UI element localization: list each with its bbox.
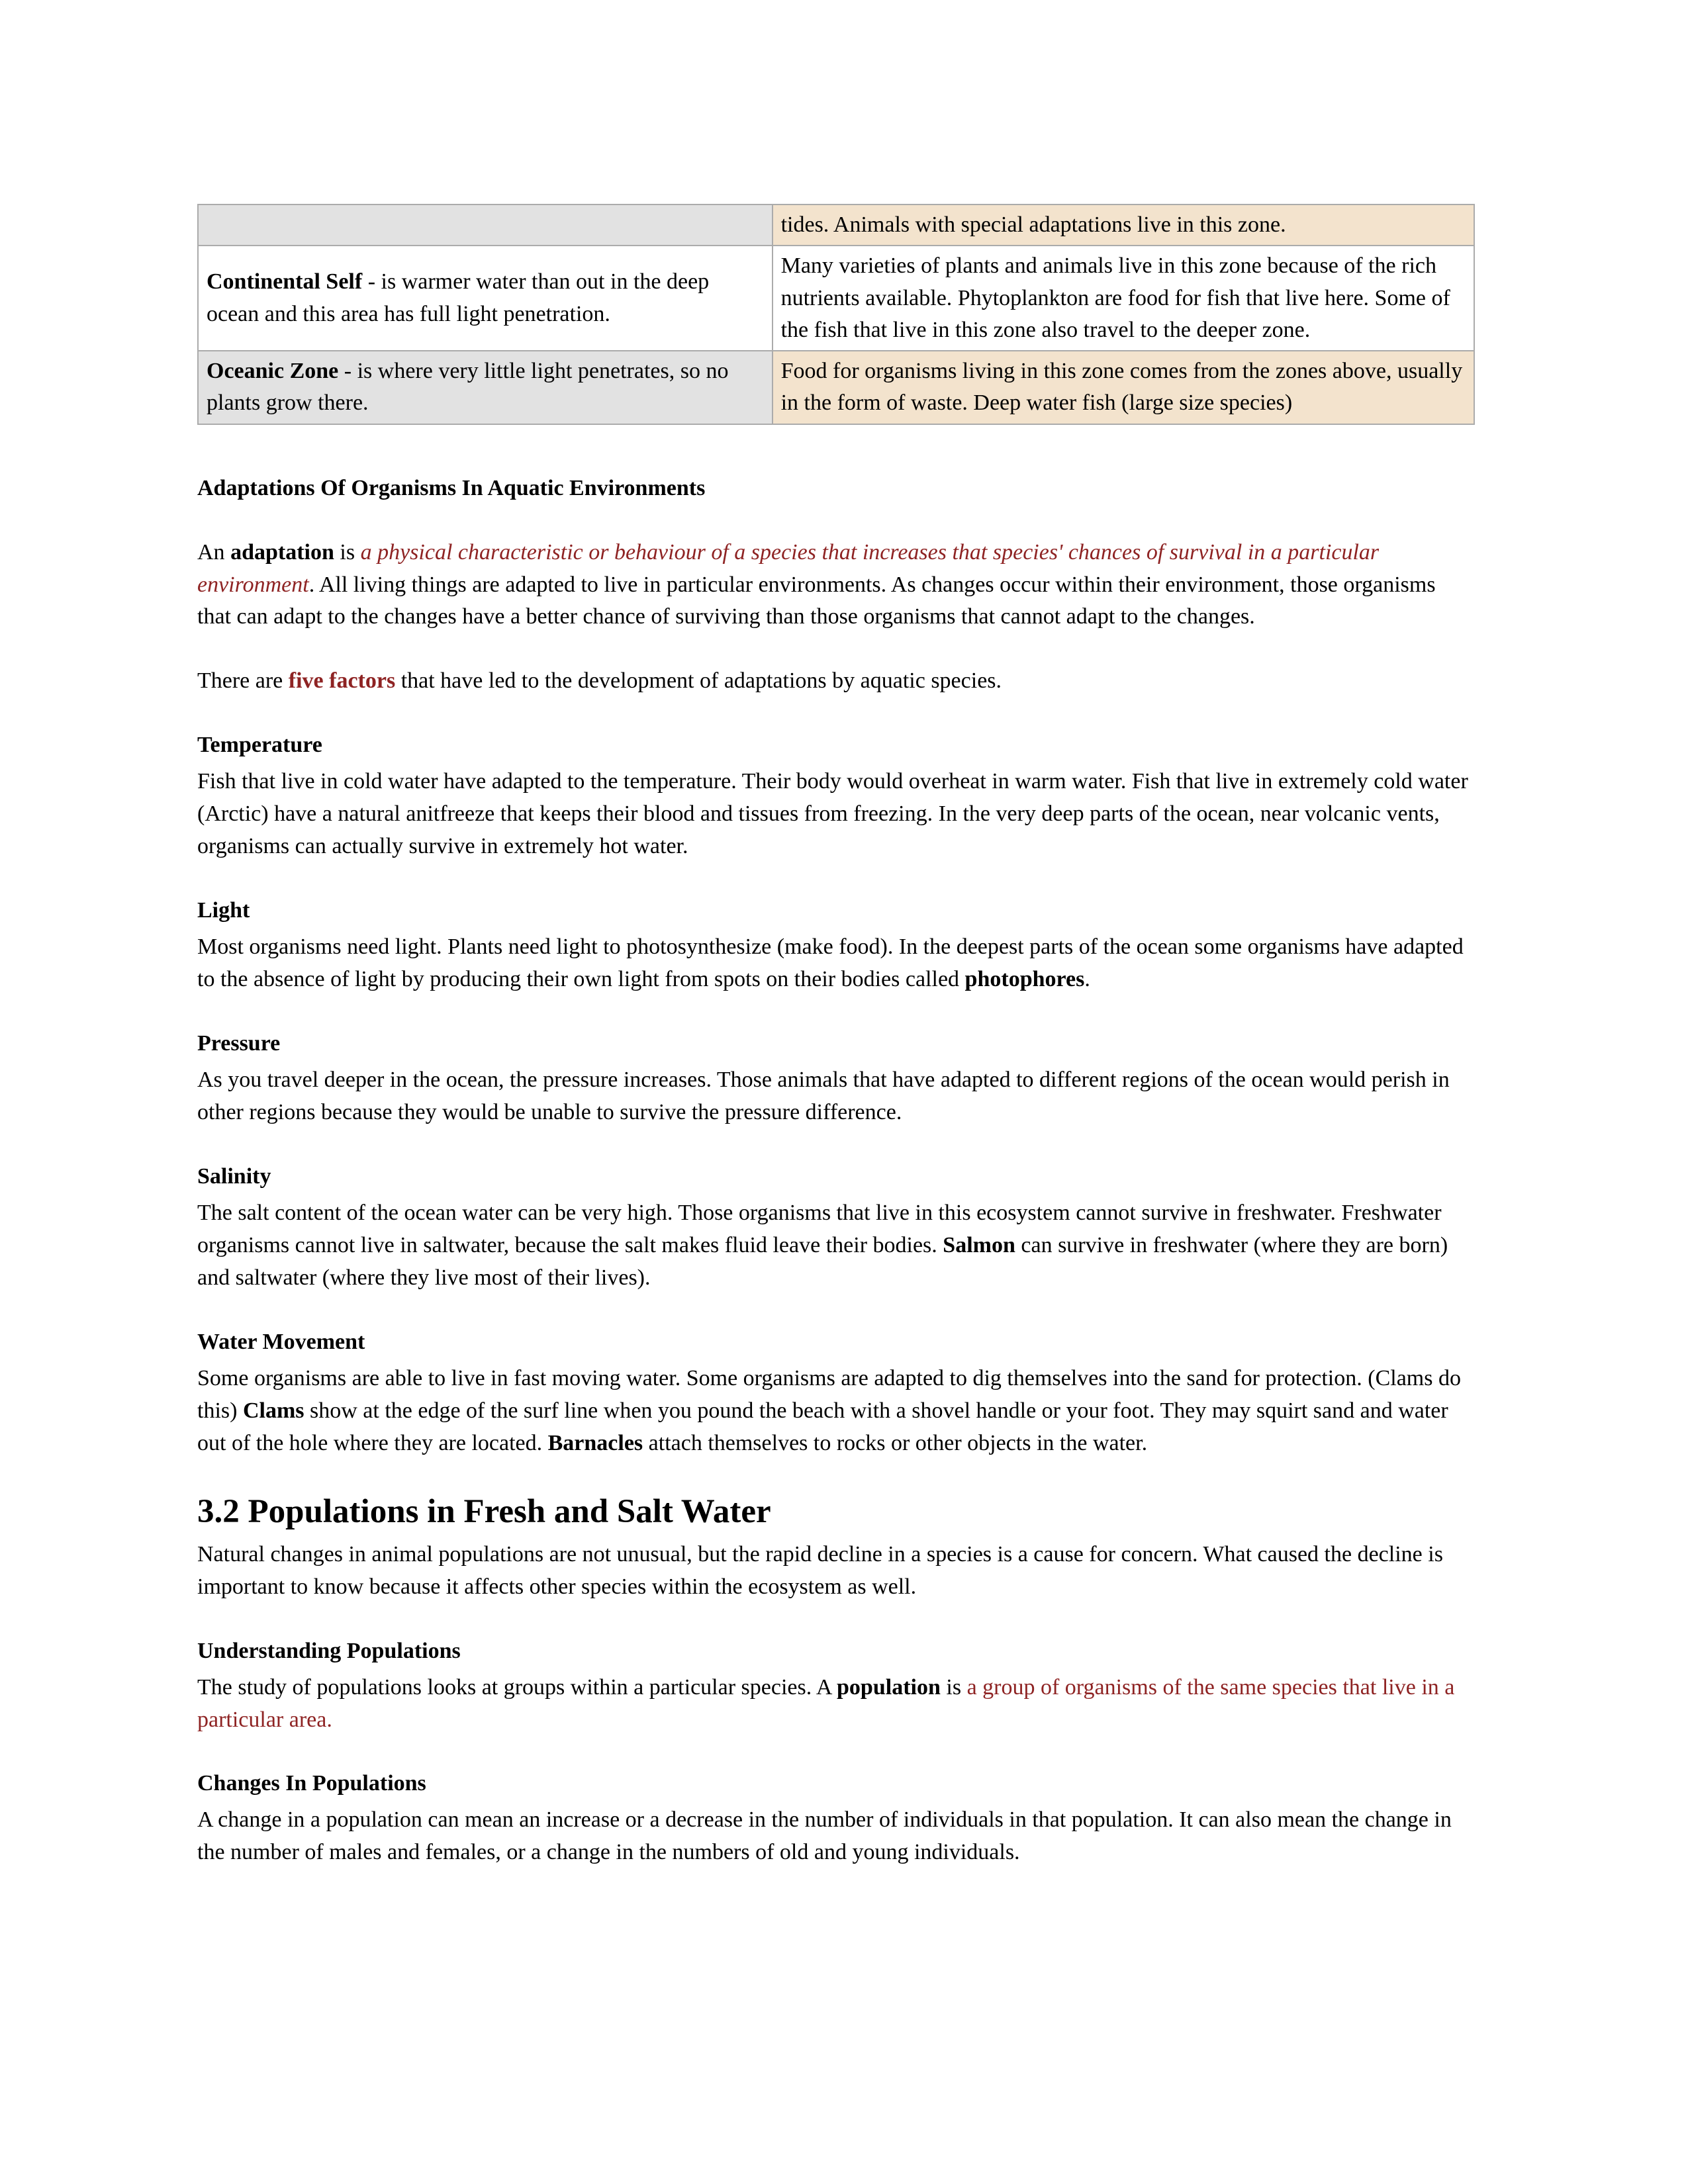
text-segment: . bbox=[1084, 967, 1090, 992]
aquatic-zones-table bbox=[197, 204, 1475, 425]
section-heading: Understanding Populations bbox=[197, 1638, 461, 1663]
zone-description-cell bbox=[773, 205, 1474, 246]
zone-description-cell bbox=[773, 246, 1474, 351]
text-segment: is bbox=[940, 1674, 967, 1700]
section-heading: Changes In Populations bbox=[197, 1771, 426, 1796]
text-segment: a group of organisms of the same species that live in a particular area. bbox=[197, 1674, 1455, 1732]
section-heading: Light bbox=[197, 898, 250, 923]
paragraph bbox=[197, 1539, 1475, 1604]
paragraph bbox=[197, 1197, 1475, 1295]
zone-description-cell bbox=[773, 351, 1474, 424]
text-segment: Most organisms need light. Plants need light to photosynthesize (make food). In the deepest parts of the ocean some organisms have adapted to the absence of light by producing their own light from spots on their bodies called bbox=[197, 934, 1464, 992]
section-heading: 3.2 Populations in Fresh and Salt Water bbox=[197, 1492, 771, 1530]
zones-table-body bbox=[198, 205, 1474, 424]
text-segment: show at the edge of the surf line when you pound the beach with a shovel handle or your foot. They may squirt sand and water out of the hole where they are located. bbox=[197, 1398, 1448, 1455]
zone-name-cell bbox=[198, 351, 773, 424]
text-segment: Oceanic Zone bbox=[207, 359, 339, 384]
text-segment: As you travel deeper in the ocean, the pressure increases. Those animals that have adapted to different regions of the ocean would perish in other regions because they would be unable to survive the pressure difference. bbox=[197, 1067, 1450, 1124]
text-segment: a physical characteristic or behaviour of a species that increases that species' chances of survival in a particular environment bbox=[197, 539, 1380, 597]
text-segment: - is where very little light penetrates, so no plants grow there. bbox=[207, 359, 729, 416]
section-heading: Pressure bbox=[197, 1031, 281, 1056]
table-row bbox=[198, 205, 1474, 246]
text-segment: The salt content of the ocean water can be very high. Those organisms that live in this ecosystem cannot survive in freshwater. Freshwater organisms cannot live in saltwater, because the salt makes fluid leave their bodies. bbox=[197, 1200, 1442, 1257]
text-segment: can survive in freshwater (where they are born) and saltwater (where they live most of their lives). bbox=[197, 1232, 1448, 1290]
paragraph bbox=[197, 1064, 1475, 1129]
text-segment: A change in a population can mean an increase or a decrease in the number of individuals in that population. It can also mean the change in the number of males and females, or a change in the numbers of old and young individuals. bbox=[197, 1807, 1452, 1865]
text-segment: Barnacles bbox=[547, 1430, 643, 1455]
text-segment: Food for organisms living in this zone comes from the zones above, usually in the form of waste. Deep water fish (large size species) bbox=[780, 359, 1463, 416]
text-segment: Continental Self bbox=[207, 269, 363, 295]
zone-name-cell bbox=[198, 246, 773, 351]
paragraph bbox=[197, 1363, 1475, 1460]
text-segment: Some organisms are able to live in fast moving water. Some organisms are adapted to dig themselves into the sand for protection. (Clams do this) bbox=[197, 1365, 1461, 1423]
text-segment: adaptation bbox=[230, 539, 334, 565]
document-page bbox=[197, 204, 1475, 1901]
paragraph bbox=[197, 766, 1475, 863]
text-segment: Many varieties of plants and animals live in this zone because of the rich nutrients available. Phytoplankton are food for fish that live here. Some of the fish that live in this zone also travel to the deeper zone. bbox=[780, 253, 1450, 342]
text-segment: Salmon bbox=[943, 1232, 1015, 1257]
paragraph bbox=[197, 1672, 1475, 1737]
text-segment: attach themselves to rocks or other objects in the water. bbox=[643, 1430, 1148, 1455]
text-segment: that have led to the development of adaptations by aquatic species. bbox=[395, 668, 1002, 694]
content-sections bbox=[197, 473, 1475, 1870]
section-heading: Salinity bbox=[197, 1163, 271, 1189]
text-segment: is bbox=[334, 539, 361, 565]
text-segment: population bbox=[837, 1674, 941, 1700]
text-segment: Clams bbox=[242, 1398, 305, 1423]
text-segment: five factors bbox=[288, 668, 396, 694]
section-heading: Adaptations Of Organisms In Aquatic Environments bbox=[197, 475, 706, 500]
paragraph bbox=[197, 537, 1475, 634]
text-segment: photophores bbox=[964, 967, 1085, 992]
paragraph bbox=[197, 665, 1475, 698]
text-segment: There are bbox=[197, 668, 289, 694]
paragraph bbox=[197, 1804, 1475, 1869]
table-row bbox=[198, 351, 1474, 424]
section-heading: Temperature bbox=[197, 733, 322, 758]
table-row bbox=[198, 246, 1474, 351]
text-segment: tides. Animals with special adaptations live in this zone. bbox=[780, 212, 1286, 237]
paragraph bbox=[197, 931, 1475, 996]
text-segment: The study of populations looks at groups within a particular species. A bbox=[197, 1674, 837, 1700]
section-heading: Water Movement bbox=[197, 1329, 365, 1354]
text-segment: Fish that live in cold water have adapted to the temperature. Their body would overheat in warm water. Fish that live in extremely cold water (Arctic) have a natural anitfreeze that keeps their blood and tissues from freezing. In the very deep parts of the ocean, near volcanic vents, organisms can actually survive in extremely hot water. bbox=[197, 769, 1468, 859]
text-segment: - is warmer water than out in the deep ocean and this area has full light penetration. bbox=[207, 269, 710, 326]
text-segment: Natural changes in animal populations are not unusual, but the rapid decline in a species is a cause for concern. What caused the decline is important to know because it affects other species within the ecosystem as well. bbox=[197, 1541, 1443, 1599]
text-segment: . All living things are adapted to live in particular environments. As changes occur within their environment, those organisms that can adapt to the changes have a better chance of surviving than those organisms that cannot adapt to the changes. bbox=[197, 572, 1436, 629]
zone-name-cell bbox=[198, 205, 773, 246]
text-segment: An bbox=[197, 539, 231, 565]
